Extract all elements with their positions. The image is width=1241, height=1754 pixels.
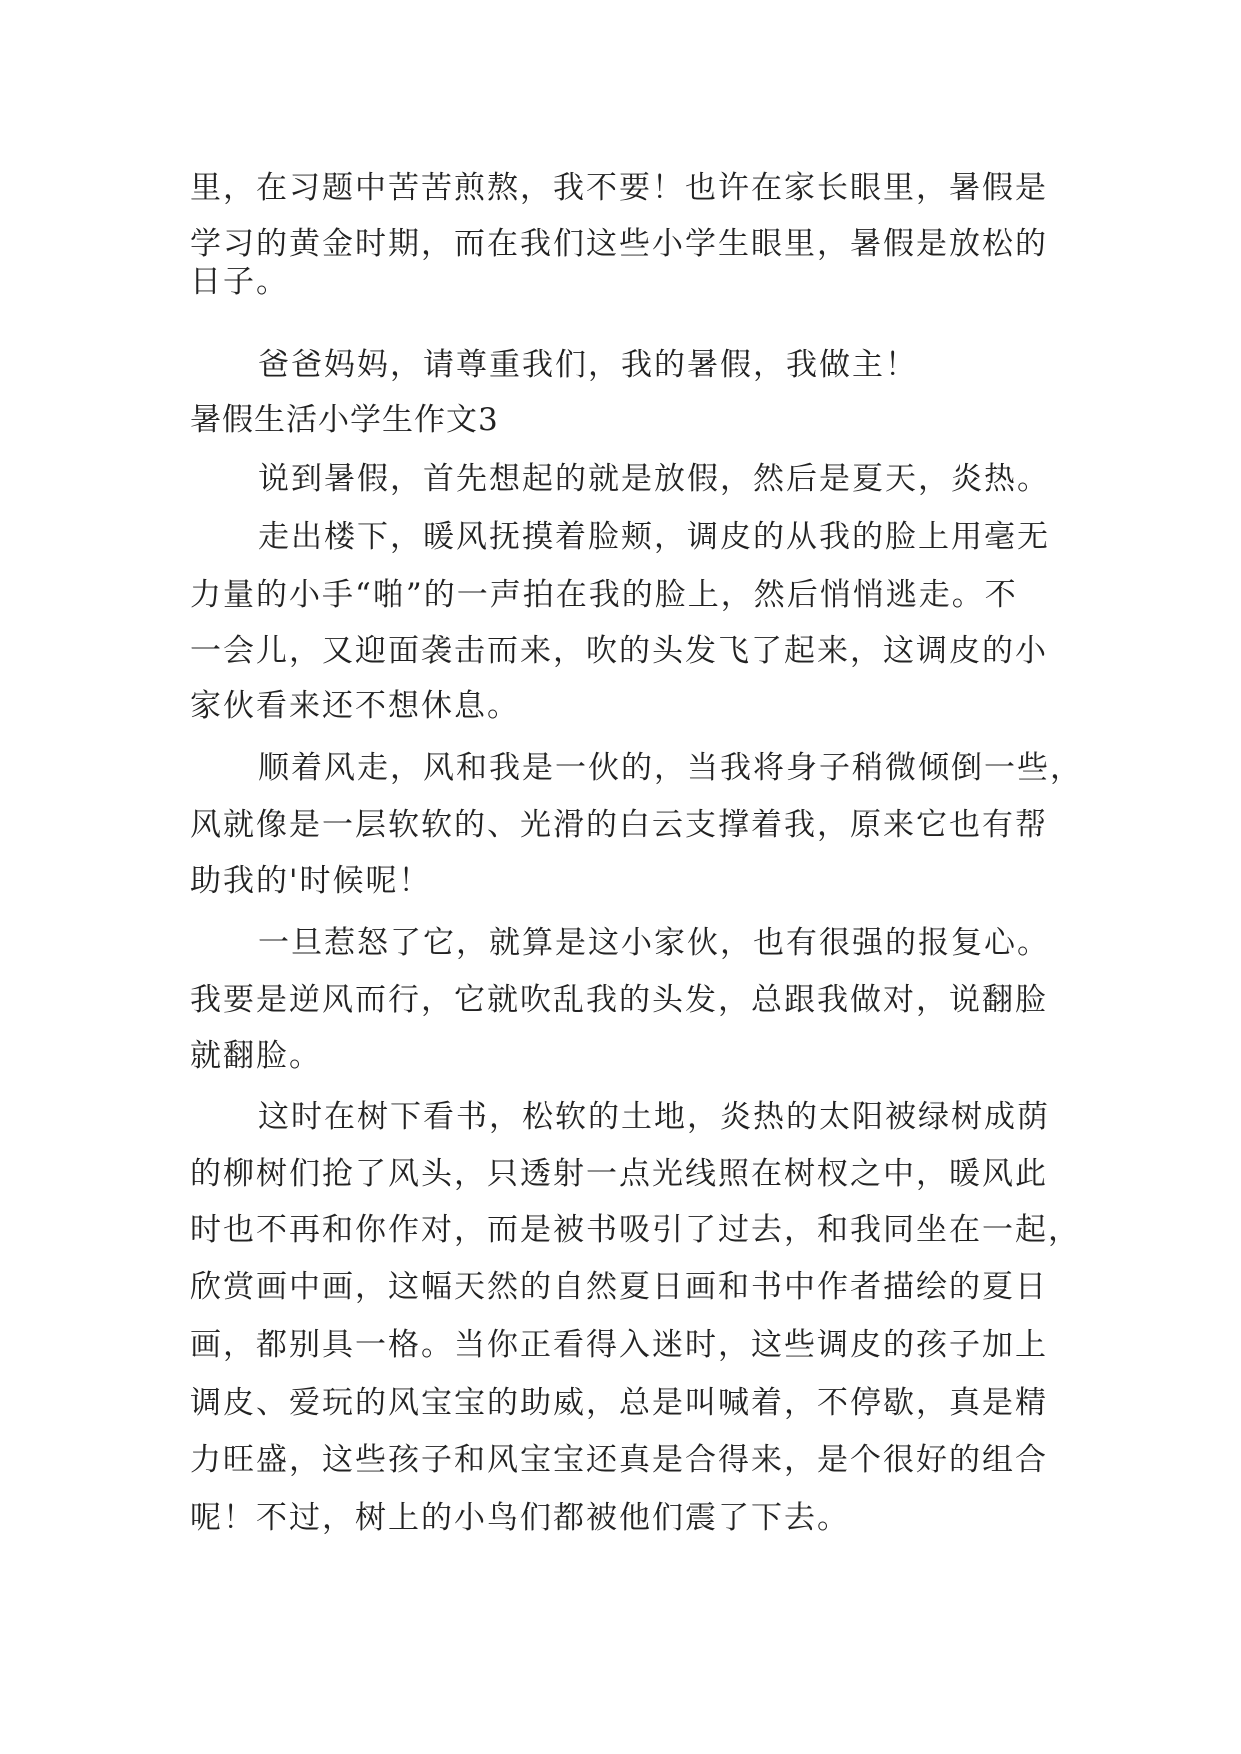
text-line: 一旦惹怒了它，就算是这小家伙，也有很强的报复心。 (258, 925, 1050, 961)
text-line: 风就像是一层软软的、光滑的白云支撑着我，原来它也有帮 (190, 807, 1048, 843)
text-line: 一会儿，又迎面袭击而来，吹的头发飞了起来，这调皮的小 (190, 633, 1048, 669)
section-heading: 暑假生活小学生作文3 (190, 402, 499, 438)
text-line: 走出楼下，暖风抚摸着脸颊，调皮的从我的脸上用毫无 (258, 519, 1050, 555)
text-line: 就翻脸。 (190, 1038, 322, 1074)
text-line: 家伙看来还不想休息。 (190, 688, 520, 724)
text-line: 力旺盛，这些孩子和风宝宝还真是合得来，是个很好的组合 (190, 1442, 1048, 1478)
text-line: 我要是逆风而行，它就吹乱我的头发，总跟我做对，说翻脸 (190, 982, 1048, 1018)
text-line: 爸爸妈妈，请尊重我们，我的暑假，我做主！ (258, 347, 918, 383)
text-line: 调皮、爱玩的风宝宝的助威，总是叫喊着，不停歇，真是精 (190, 1385, 1048, 1421)
text-line: 力量的小手“啪”的一声拍在我的脸上，然后悄悄逃走。不 (190, 577, 1018, 613)
text-line: 呢！不过，树上的小鸟们都被他们震了下去。 (190, 1500, 850, 1536)
text-line: 里，在习题中苦苦煎熬，我不要！也许在家长眼里，暑假是 (190, 170, 1048, 206)
text-line: 顺着风走，风和我是一伙的，当我将身子稍微倾倒一些， (258, 750, 1083, 786)
text-line: 的柳树们抢了风头，只透射一点光线照在树杈之中，暖风此 (190, 1156, 1048, 1192)
text-line: 说到暑假，首先想起的就是放假，然后是夏天，炎热。 (258, 461, 1050, 497)
text-line: 画，都别具一格。当你正看得入迷时，这些调皮的孩子加上 (190, 1327, 1048, 1363)
text-line: 学习的黄金时期，而在我们这些小学生眼里，暑假是放松的 (190, 226, 1048, 262)
text-line: 欣赏画中画，这幅天然的自然夏日画和书中作者描绘的夏日 (190, 1269, 1048, 1305)
text-line: 时也不再和你作对，而是被书吸引了过去，和我同坐在一起， (190, 1212, 1081, 1248)
text-line: 助我的'时候呢！ (190, 863, 432, 899)
text-line: 日子。 (190, 264, 289, 300)
text-line: 这时在树下看书，松软的土地，炎热的太阳被绿树成荫 (258, 1099, 1050, 1135)
